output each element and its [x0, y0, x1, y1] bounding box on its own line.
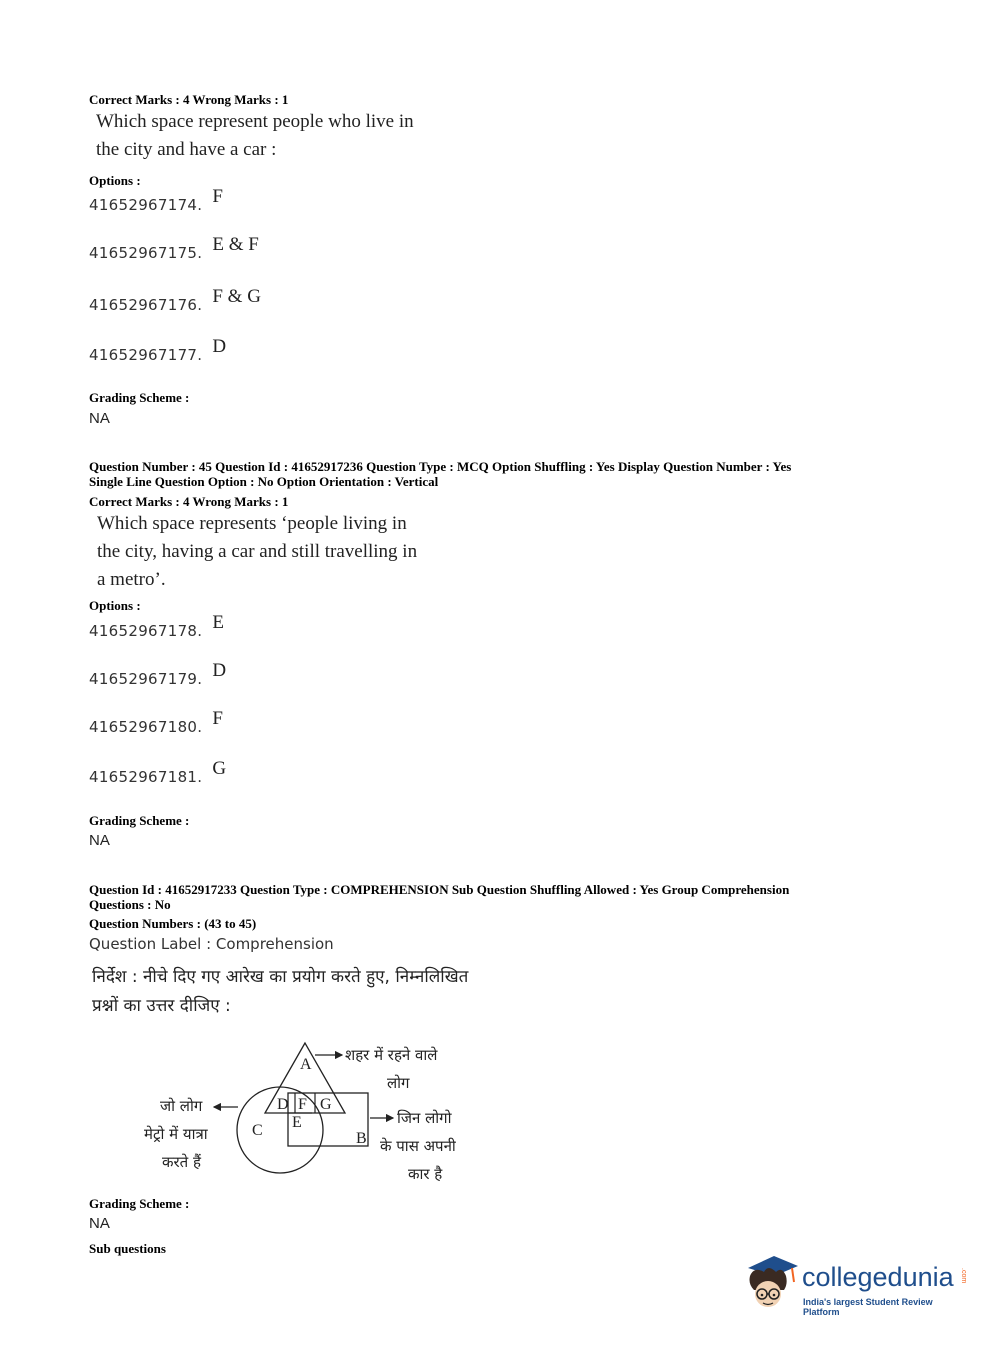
logo-wordmark: collegedunia	[802, 1262, 954, 1292]
option-value: D	[212, 660, 227, 681]
marks-info: Correct Marks : 4 Wrong Marks : 1	[89, 494, 289, 509]
question-header-line: Question Number : 45 Question Id : 41652917236 Question Type : MCQ Option Shuffling : Yes Display Question Number : Yes	[89, 459, 792, 474]
region-label: D	[277, 1096, 289, 1113]
metro-label: जो लोग	[160, 1097, 203, 1115]
region-label: B	[356, 1130, 367, 1147]
option-row[interactable]	[89, 612, 224, 640]
question-line: the city and have a car :	[96, 139, 277, 160]
region-label: C	[252, 1122, 263, 1139]
options-label: Options :	[89, 173, 141, 188]
option-value: G	[212, 758, 227, 779]
collegedunia-logo[interactable]	[740, 1250, 970, 1320]
car-label: कार है	[408, 1165, 443, 1183]
option-id: 41652967178.	[89, 622, 203, 640]
logo-tagline: India's largest Student Review Platform	[803, 1297, 933, 1317]
question-label: Question Label : Comprehension	[89, 935, 334, 953]
mascot-icon	[740, 1250, 800, 1315]
grading-scheme-label: Grading Scheme :	[89, 390, 190, 405]
question-text	[97, 510, 417, 594]
question-line: Which space represent people who live in	[96, 111, 414, 132]
logo-domain-suffix: .com	[960, 1268, 967, 1284]
option-value: D	[212, 336, 227, 357]
option-id: 41652967175.	[89, 244, 203, 262]
sub-questions-label: Sub questions	[89, 1241, 166, 1256]
question-header	[89, 459, 949, 489]
region-label: G	[320, 1096, 332, 1113]
car-label: के पास अपनी	[380, 1137, 456, 1155]
grading-scheme-label: Grading Scheme :	[89, 1196, 190, 1211]
option-id: 41652967181.	[89, 768, 203, 786]
option-row[interactable]	[89, 660, 227, 688]
metro-label: मेट्रो में यात्रा	[144, 1125, 208, 1143]
directions-line: निर्देश : नीचे दिए गए आरेख का प्रयोग करते हुए, निम्नलिखित	[92, 967, 469, 987]
option-row[interactable]	[89, 758, 227, 786]
grading-scheme-value: NA	[89, 832, 110, 849]
option-row[interactable]	[89, 234, 259, 262]
option-id: 41652967174.	[89, 196, 203, 214]
metro-label: करते हैं	[162, 1153, 201, 1171]
region-label: E	[292, 1114, 302, 1131]
option-value: F	[212, 708, 223, 729]
marks-info: Correct Marks : 4 Wrong Marks : 1	[89, 92, 289, 107]
option-value: E & F	[212, 234, 259, 255]
option-row[interactable]	[89, 708, 223, 736]
directions-text	[92, 963, 468, 1021]
venn-diagram	[130, 1035, 490, 1190]
region-label: F	[298, 1096, 307, 1113]
grading-scheme-value: NA	[89, 1215, 110, 1232]
car-label: जिन लोगो	[397, 1109, 452, 1127]
question-header-line: Single Line Question Option : No Option Orientation : Vertical	[89, 474, 439, 489]
grading-scheme-label: Grading Scheme :	[89, 813, 190, 828]
option-id: 41652967177.	[89, 346, 203, 364]
question-numbers: Question Numbers : (43 to 45)	[89, 916, 257, 931]
option-id: 41652967179.	[89, 670, 203, 688]
option-row[interactable]	[89, 186, 223, 214]
region-label: A	[300, 1056, 312, 1073]
directions-line: प्रश्नों का उत्तर दीजिए :	[92, 996, 231, 1016]
option-value: E	[212, 612, 224, 633]
option-id: 41652967180.	[89, 718, 203, 736]
grading-scheme-value: NA	[89, 410, 110, 427]
option-row[interactable]	[89, 286, 261, 314]
city-label: शहर में रहने वाले	[345, 1046, 438, 1064]
comprehension-header	[89, 882, 949, 912]
option-value: F & G	[212, 286, 261, 307]
option-id: 41652967176.	[89, 296, 203, 314]
question-line: a metro’.	[97, 569, 166, 590]
options-label: Options :	[89, 598, 141, 613]
question-line: Which space represents ‘people living in	[97, 513, 407, 534]
option-value: F	[212, 186, 223, 207]
city-label: लोग	[387, 1074, 410, 1092]
question-line: the city, having a car and still travelling in	[97, 541, 418, 562]
comprehension-header-line: Questions : No	[89, 897, 171, 912]
option-row[interactable]	[89, 336, 227, 364]
comprehension-header-line: Question Id : 41652917233 Question Type : COMPREHENSION Sub Question Shuffling Allowed : Yes Group Comprehension	[89, 882, 790, 897]
question-text	[96, 108, 414, 164]
